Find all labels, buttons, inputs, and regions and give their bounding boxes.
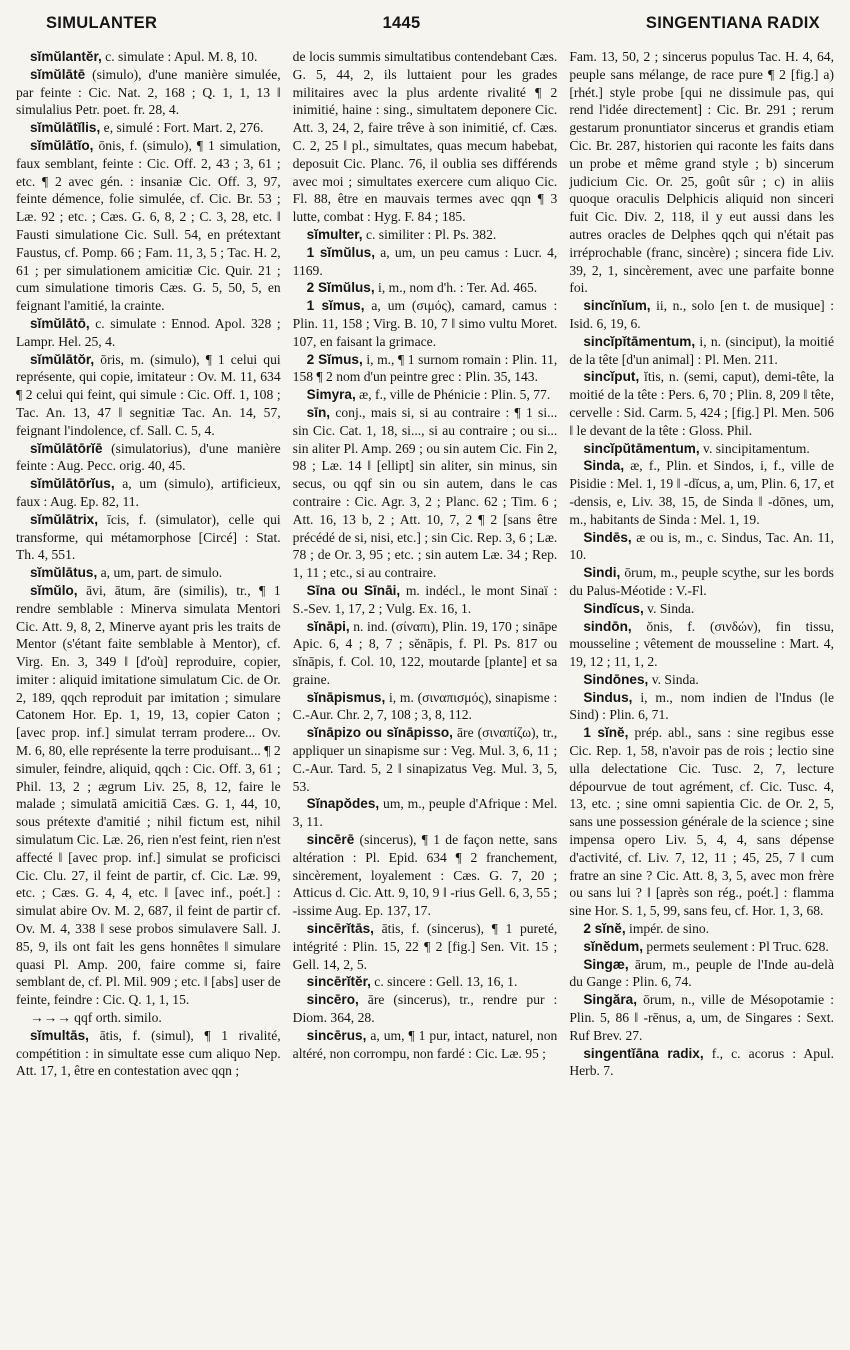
- dictionary-entry: [16, 351, 281, 440]
- entry-headword: sĭmŭlātus,: [30, 565, 98, 581]
- entry-headword: sĭmultās,: [30, 1027, 89, 1043]
- dictionary-entry: [16, 137, 281, 315]
- dictionary-entry: [16, 48, 281, 66]
- entry-definition: āre (sincerus), tr., rendre pur : Diom. 364, 28.: [292, 992, 558, 1026]
- entry-definition: m. indécl., le mont Sinaï : S.-Sev. 1, 17, 2 ; Vulg. Ex. 16, 1.: [292, 582, 558, 616]
- entry-definition: (simulatorius), d'une manière feinte : Aug. Pecc. orig. 40, 45.: [16, 440, 281, 474]
- dictionary-entry: [569, 938, 834, 956]
- entry-headword: sincĭpŭtāmentum,: [583, 440, 700, 456]
- entry-definition: a, um, ¶ 1 pur, intact, naturel, non altéré, non corrompu, non fardé : Cic. Læ. 95 ;: [292, 1027, 558, 1061]
- entry-headword: Sindĭcus,: [583, 600, 644, 616]
- entry-definition: ōnis, f. (simulo), ¶ 1 simulation, faux semblant, feinte : Cic. Off. 2, 43 ; 3, 61 ; etc. ¶ 2 avec gén. : insaniæ Cic. Off. 3, 97, feinte démence, folie simulée, cf. Cic. Br. 53 ; Læ. 92 ; etc. ; Cæs. G. 6, 8, 2 ; C. 3, 28, etc. ‖ Fausti simulatione Cic. Sull. 54, en prétextant Faustus, cf. Pomp. 66 ; Fam. 11, 3, 5 ; Tac. H. 2, 61 ; per simulationem amicitiæ Cic. Quir. 21 ; cum simulatione timoris Cæs. G. 5, 50, 5, en feignant l'amitié, la crainte.: [16, 137, 281, 314]
- entry-definition: impér. de sino.: [625, 921, 710, 937]
- entry-headword: 1 sĭmus,: [306, 298, 365, 314]
- entry-headword: →→→: [30, 1010, 71, 1026]
- entry-definition: c. simulate : Ennod. Apol. 328 ; Lampr. Hel. 25, 4.: [16, 315, 281, 349]
- dictionary-entry: [293, 226, 558, 244]
- dictionary-entry: [293, 279, 558, 297]
- dictionary-entry: [569, 618, 834, 671]
- entry-headword: Simyra,: [306, 387, 356, 403]
- dictionary-entry: [569, 368, 834, 439]
- entry-headword: sincĭpĭtāmentum,: [583, 333, 696, 349]
- dictionary-entry: [569, 333, 834, 369]
- entry-headword: sĭnāpismus,: [306, 689, 386, 705]
- entry-headword: sincĭnĭum,: [583, 298, 651, 314]
- dictionary-entry: [293, 991, 558, 1027]
- entry-headword: sincērĭtĕr,: [306, 974, 371, 990]
- entry-definition: v. Sinda.: [648, 671, 699, 687]
- entry-definition: c. sincere : Gell. 13, 16, 1.: [370, 974, 518, 990]
- header-last-entry: SINGENTIANA RADIX: [645, 14, 820, 32]
- entry-headword: singentĭāna radix,: [583, 1045, 704, 1061]
- entry-definition: c. similiter : Pl. Ps. 382.: [362, 226, 497, 242]
- entry-headword: 2 Sĭmŭlus,: [306, 280, 375, 296]
- entry-headword: Sinda,: [583, 458, 625, 474]
- entry-headword: sĭmŭlātō,: [30, 315, 90, 331]
- entry-definition: a, um, part. de simulo.: [97, 565, 223, 581]
- entry-headword: Sindēs,: [583, 529, 632, 545]
- entry-definition: īcis, f. (simulator), celle qui transforme, qui métamorphose [Circé] : Stat. Th. 4, 551.: [16, 511, 281, 563]
- dictionary-entry: [293, 795, 558, 831]
- entry-definition: um, m., peuple d'Afrique : Mel. 3, 11.: [292, 796, 558, 830]
- entry-definition: ŏnis, f. (σινδών), fin tissu, mousseline ; vêtement de mousseline : Mart. 4, 19, 12 ; 11, 1, 2.: [569, 618, 834, 670]
- entry-definition: ōrum, n., ville de Mésopotamie : Plin. 5, 86 ‖ -rēnus, a, um, de Singares : Sext. Ruf Brev. 27.: [569, 992, 834, 1043]
- dictionary-entry: [16, 440, 281, 476]
- entry-definition: ātis, f. (sincerus), ¶ 1 pureté, intégrité : Plin. 15, 22 ¶ 2 [fig.] Sen. Vit. 15 ; Gell. 14, 2, 5.: [292, 921, 558, 972]
- entry-headword: sĭmŭlātĭlis,: [30, 120, 101, 136]
- entry-headword: sĭnĕdum,: [583, 938, 643, 954]
- dictionary-entry: [293, 689, 558, 725]
- dictionary-entry: [293, 297, 558, 350]
- entry-definition: āvi, ātum, āre (similis), tr., ¶ 1 rendre semblable : Minerva simulata Mentori Cic. Att. 9, 8, 2, Minerve ayant pris les traits de Mentor (s'étant faite semblable à Mentor), cf. Virg. En. 3, 349 ‖ [d'où] reproduire, copier, imiter : aliquid imitatione simulatum Cic. de Or. 2, 189, qqch reproduit par imitation ; simulare Catonem Hor. Ep. 1, 19, 13, copier Caton ; [avec prop. inf.] simulat terram prodere... Ov. M. 6, 80, elle représente la terre produisant... ¶ 2 simuler, feindre, aliquid, qqch : Cic. Off. 3, 61 ; Phil. 13, 2 ; ægrum Liv. 25, 8, 12, faire le malade ; simulatā amicitiā Cæs. G. 1, 44, 10, sous prétexte d'amitié ; nihil fictum est, nihil simulatum Cic. Læ. 26, rien n'est feint, rien n'est affecté ‖ [avec prop. inf.] simulat se proficisci Cic. Clu. 27, il feint de partir, cf. Cic. Læ. 99, etc. ; Cæs. G. 4, 4, etc. ‖ [avec inf., poét.] : simulat abire Ov. M. 2, 687, il feint de partir cf. Ov. M. 4, 338 ‖ sese probos simulavere Sall. J. 85, 9, ils ont fait les gens honnêtes ‖ simulare quasi Pl. Amp. 200, faire comme si, faire semblant de, cf. Pl. Mil. 909 ; etc. ‖ [abs] user de feinte, feindre : Cic. Q. 1, 1, 15.: [16, 582, 281, 1008]
- dictionary-entry: [293, 973, 558, 991]
- dictionary-entry: [16, 582, 281, 1009]
- dictionary-entry: [293, 404, 558, 582]
- entry-definition: de locis summis simultatibus contendebant Cæs. G. 5, 44, 2, ils luttaient pour les grades militaires avec la plus ardente rivalité ¶ 2 inimitié, haine : sing., simultatem deponere Cic. Att. 3, 24, 2, faire trêve à son inimitié, cf. Cæs. C. 2, 25 ‖ pl., simultates, quas mecum habebat, deposuit Cic. Planc. 76, il oublia ses différends avec moi ; simultates exercere cum aliquo Cic. Fl. 88, être en mauvais termes avec qqn ¶ 3 lutte, combat : Hyg. F. 84 ; 185.: [292, 49, 558, 225]
- entry-headword: sĭmŭlātōrĭus,: [30, 476, 115, 492]
- entry-definition: ĭtis, n. (semi, caput), demi-tête, la moitié de la tête : Pers. 6, 70 ; Plin. 8, 209 ‖ tête, cervelle : Sid. Carm. 5, 424 ; [fig.] Pl. Men. 506 ‖ le devant de la tête : Gloss. Phil.: [569, 369, 834, 438]
- entry-headword: 2 sĭnĕ,: [583, 921, 626, 937]
- entry-definition: conj., mais si, si au contraire : ¶ 1 si... sin Cic. Cat. 1, 18, si..., si au contraire ; ou si... sin aliter Pl. Amp. 269 ; ou sin autem Cic. Fin 2, 98 ; Læ. 14 ‖ [ellipt] sin aliter, sin minus, sin secus, ou qqf sin ou sin autem, dans le cas contraire : Cic. Agr. 3, 2 ; Planc. 62 ; Tim. 6 ; Att. 16, 13 b, 2 ; Att. 10, 7, 2 ¶ 2 [sans être précédé de si, nisi, etc.] ; sin Cic. Rep. 3, 6 ; Læ. 78 ; de Or. 3, 95 ; etc. ; sin autem Læ. 34 ; Rep. 1, 11 ; etc., si au contraire.: [292, 404, 558, 581]
- dictionary-entry: [16, 315, 281, 351]
- entry-definition: ātis, f. (simul), ¶ 1 rivalité, compétition : in simultate esse cum aliquo Nep. Att. 17, 1, être en contestation avec qqn ;: [16, 1027, 281, 1079]
- entry-headword: sincērus,: [306, 1027, 367, 1043]
- entry-headword: Sindi,: [583, 565, 621, 581]
- entry-headword: 2 Sĭmus,: [306, 351, 363, 367]
- entry-definition: i, m., nom indien de l'Indus (le Sind) : Plin. 6, 71.: [569, 689, 834, 723]
- entry-definition: ārum, m., peuple de l'Inde au-delà du Gange : Plin. 6, 74.: [569, 956, 834, 990]
- entry-headword: sīn,: [306, 404, 331, 420]
- entry-definition: (simulo), d'une manière simulée, par feinte : Cic. Nat. 2, 168 ; Q. 1, 1, 13 ‖ simulalius Petr. poet. fr. 28, 4.: [16, 66, 281, 118]
- entry-definition: i, m., ¶ 1 surnom romain : Plin. 11, 158 ¶ 2 nom d'un peintre grec : Plin. 35, 143.: [292, 351, 558, 385]
- dictionary-entry: [16, 1009, 281, 1027]
- entry-headword: sĭnāpi,: [306, 618, 350, 634]
- column-right: [569, 48, 834, 1348]
- entry-definition: prép. abl., sans : sine regibus esse Cic. Rep. 1, 58, n'avoir pas de rois ; lectio sine ulla delectatione Cic. Tusc. 2, 7, lecture dépourvue de tout agrément, cf. Cic. Tusc. 4, 13, etc. ; sine omni sapientia Cic. de Or. 2, 5, sans une possession générale de la science ; sine impensa opero Liv. 5, 4, 4, sans dépense d'activité, cf. Liv. 7, 12, 11 ; 45, 25, 7 ‖ cum fratre an sine ? Cic. Att. 8, 3, 5, avec mon frère ou sans lui ? ‖ [après son rég., poét.] : flamma sine Hor. S. 1, 5, 99, sans feu, cf. Hor. 1, 3, 68.: [569, 725, 834, 919]
- entry-definition: Fam. 13, 50, 2 ; sincerus populus Tac. H. 4, 64, peuple sans mélange, de race pure ¶ 2 [fig.] a) [rhét.] style probe [qui ne dissimule pas, qui rend l'idée directement] : Cic. Br. 291 ; rerum gestarum pronuntiator sincerus et grandis etiam Cic. Br. 287, historien qui raconte les faits dans un probe et même grand style ; b) sincerum judicium Cic. Or. 25, goût sûr ; c) in aliis quoque oraculis Delphicis aliquid non sinceri fuit Cic. Div. 2, 118, il y eut aussi dans les autres oracles de Delphes qqch qui n'était pas irréprochable (franc, sincère) ; sincera fide Liv. 39, 2, 1, sincèrement, avec une parfaite bonne foi.: [569, 49, 834, 296]
- column-middle: [293, 48, 558, 1348]
- dictionary-entry: [569, 440, 834, 458]
- entry-headword: 1 sĭnĕ,: [583, 725, 629, 741]
- entry-definition: n. ind. (σίναπι), Plin. 19, 170 ; sināpe Apic. 6, 4 ; 8, 7 ; sĕnāpis, f. Pl. Ps. 817 ou sĭnāpis, f. Col. 10, 122, moutarde [plante] et sa graine.: [292, 618, 558, 687]
- entry-definition: i, n. (sinciput), la moitié de la tête [d'un animal] : Pl. Men. 211.: [569, 333, 834, 367]
- entry-headword: sincērē: [306, 832, 355, 848]
- page-number: 1445: [382, 14, 421, 32]
- entry-definition: æ, f., ville de Phénicie : Plin. 5, 77.: [355, 387, 551, 403]
- entry-headword: sĭmŭlātē: [30, 66, 86, 82]
- dictionary-entry: [569, 991, 834, 1044]
- entry-headword: sĭmulter,: [306, 226, 363, 242]
- entry-headword: Singăra,: [583, 992, 637, 1008]
- dictionary-entry: [569, 920, 834, 938]
- entry-headword: sindōn,: [583, 618, 632, 634]
- entry-headword: sĭmŭlātŏr,: [30, 351, 95, 367]
- dictionary-entry: [293, 724, 558, 795]
- entry-headword: sincĭput,: [583, 369, 640, 385]
- dictionary-entry: [569, 689, 834, 725]
- entry-definition: (sincerus), ¶ 1 de façon nette, sans altération : Pl. Epid. 634 ¶ 2 franchement, sincèrement, loyalement : Cæs. G. 7, 20 ; Atticus d. Cic. Att. 9, 10, 9 ‖ -rius Gell. 6, 3, 55 ; -issime Aug. Ep. 137, 17.: [292, 832, 558, 919]
- dictionary-entry: [569, 457, 834, 528]
- entry-headword: Singæ,: [583, 956, 629, 972]
- entry-definition: æ, f., Plin. et Sindos, i, f., ville de Pisidie : Mel. 1, 19 ‖ -dĭcus, a, um, Plin. 6, 17, et -densis, e, Liv. 38, 15, de Sinda ‖ -dōnes, um, m., habitants de Sinda : Mel. 1, 19.: [569, 458, 834, 527]
- entry-definition: f., c. acorus : Apul. Herb. 7.: [569, 1045, 834, 1079]
- entry-headword: 1 sĭmŭlus,: [306, 244, 375, 260]
- entry-headword: Sindōnes,: [583, 671, 649, 687]
- dictionary-entry: [293, 582, 558, 618]
- column-left: [16, 48, 281, 1348]
- entry-headword: sĭmŭlātrix,: [30, 511, 98, 527]
- dictionary-entry: [569, 564, 834, 600]
- entry-headword: sĭmŭlātōrĭē: [30, 440, 103, 456]
- entry-definition: a, um, un peu camus : Lucr. 4, 1169.: [292, 244, 558, 278]
- entry-headword: sincēro,: [306, 992, 359, 1008]
- entry-continuation: [569, 48, 834, 297]
- dictionary-entry: [569, 671, 834, 689]
- dictionary-entry: [293, 386, 558, 404]
- dictionary-entry: [16, 511, 281, 564]
- entry-definition: a, um (σιμός), camard, camus : Plin. 11, 158 ; Virg. B. 10, 7 ‖ simo vultu Moret. 107, en faisant la grimace.: [292, 298, 558, 349]
- entry-definition: v. sincipitamentum.: [699, 440, 810, 456]
- entry-definition: e, simulé : Fort. Mart. 2, 276.: [100, 120, 264, 136]
- dictionary-entry: [293, 618, 558, 689]
- dictionary-entry: [569, 297, 834, 333]
- entry-headword: Sindus,: [583, 689, 633, 705]
- dictionary-entry: [16, 66, 281, 119]
- dictionary-entry: [569, 956, 834, 992]
- entry-definition: ōrum, m., peuple scythe, sur les bords du Palus-Méotide : V.-Fl.: [569, 565, 834, 598]
- dictionary-entry: [293, 1027, 558, 1063]
- entry-definition: c. simulate : Apul. M. 8, 10.: [101, 49, 258, 64]
- dictionary-entry: [16, 1027, 281, 1080]
- entry-continuation: [293, 48, 558, 226]
- dictionary-entry: [569, 600, 834, 618]
- entry-definition: v. Sinda.: [643, 600, 695, 616]
- dictionary-entry: [293, 920, 558, 973]
- entry-definition: i, m. (σιναπισμός), sinapisme : C.-Aur. Chr. 2, 7, 108 ; 3, 8, 112.: [292, 689, 558, 723]
- entry-definition: āre (σιναπίζω), tr., appliquer un sinapisme sur : Veg. Mul. 3, 6, 11 ; C.-Aur. Tard. 5, 2 ‖ sinapizatus Veg. Mul. 3, 5, 53.: [292, 725, 558, 794]
- entry-headword: sĭmŭlo,: [30, 582, 78, 598]
- dictionary-entry: [293, 831, 558, 920]
- entry-definition: qqf orth. similo.: [70, 1010, 162, 1026]
- entry-columns: [16, 48, 834, 1348]
- entry-definition: a, um (simulo), artificieux, faux : Aug. Ep. 82, 11.: [16, 476, 281, 509]
- entry-definition: permets seulement : Pl Truc. 628.: [643, 938, 829, 954]
- entry-definition: ii, n., solo [en t. de musique] : Isid. 6, 19, 6.: [569, 298, 834, 331]
- entry-headword: Sĭnapŏdes,: [306, 796, 380, 812]
- dictionary-entry: [569, 724, 834, 920]
- dictionary-entry: [16, 119, 281, 137]
- dictionary-entry: [16, 475, 281, 511]
- dictionary-entry: [293, 351, 558, 387]
- entry-headword: sĭmŭlātĭo,: [30, 137, 94, 153]
- entry-headword: sĭmŭlantĕr,: [30, 49, 102, 64]
- entry-headword: sĭnāpizo ou sĭnāpisso,: [306, 725, 453, 741]
- dictionary-entry: [569, 529, 834, 565]
- dictionary-entry: [293, 244, 558, 280]
- entry-definition: i, m., nom d'h. : Ter. Ad. 465.: [374, 280, 538, 296]
- running-header: [16, 14, 834, 38]
- entry-headword: Sīna ou Sīnāi,: [306, 582, 401, 598]
- entry-definition: æ ou is, m., c. Sindus, Tac. An. 11, 10.: [569, 529, 834, 563]
- dictionary-entry: [16, 564, 281, 582]
- entry-headword: sincērĭtās,: [306, 921, 374, 937]
- dictionary-entry: [569, 1045, 834, 1081]
- header-first-entry: SIMULANTER: [46, 14, 158, 32]
- entry-definition: ōris, m. (simulo), ¶ 1 celui qui représente, qui copie, imitateur : Ov. M. 11, 634 ¶ 2 celui qui feint, qui simule : Cic. Off. 1, 108 ; Tac. An. 13, 47 ‖ segnitiæ Tac. An. 14, 57, feignant l'indolence, cf. Sall. C. 5, 4.: [16, 351, 281, 438]
